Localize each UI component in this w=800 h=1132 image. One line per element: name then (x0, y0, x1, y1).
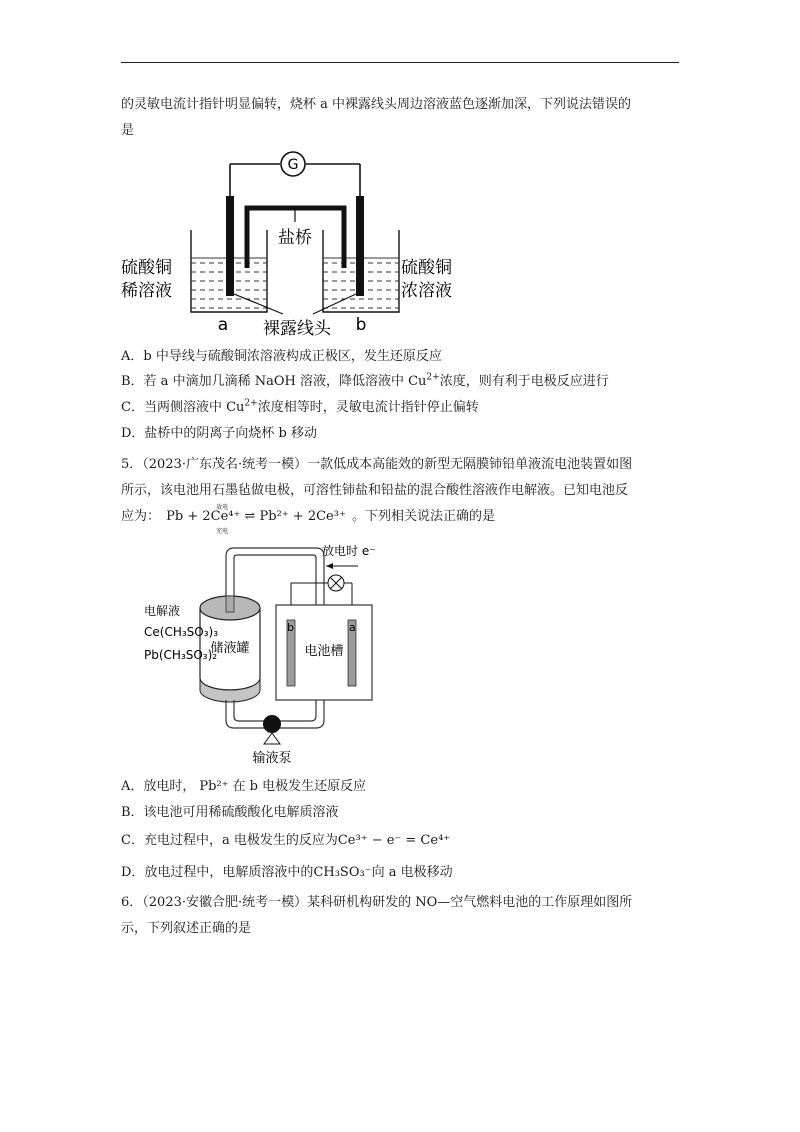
q4-option-d: D．盐桥中的阴离子向烧杯 b 移动 (121, 426, 318, 441)
cell-label: 电池槽 (304, 644, 344, 659)
q5-option-b: B．该电池可用稀硫酸酸化电解质溶液 (121, 805, 339, 820)
header-rule (121, 62, 679, 63)
galvanometer-icon (281, 152, 305, 176)
left-solution-label-2: 稀溶液 (121, 281, 172, 301)
salt-bridge-label: 盐桥 (278, 228, 312, 248)
q6-line-1: 6．（2023·安徽合肥·统考一模）某科研机构研发的 NO—空气燃料电池的工作原理如图所 (121, 895, 633, 910)
pump-label: 输液泵 (252, 751, 292, 766)
q4-option-b: B．若 a 中滴加几滴稀 NaOH 溶液，降低溶液中 $Cu^{2+}$浓度，则有利于电极反应进行 (121, 372, 609, 389)
q5-line-3: 应为： Pb + 2Ce⁴⁺ ⇌ Pb²⁺ + 2Ce³⁺ 放电 充电 。下列相关说法正确的是 (121, 504, 495, 535)
q5-option-c: C．充电过程中，a 电极发生的反应为Ce³⁺ − e⁻ = Ce⁴⁺ (121, 833, 451, 848)
reaction-equation: Pb + 2Ce⁴⁺ ⇌ Pb²⁺ + 2Ce³⁺ 放电 充电 (166, 504, 346, 535)
left-solution-label-1: 硫酸铜 (121, 258, 172, 278)
q5-line-2: 所示，该电池用石墨毡做电极，可溶性铈盐和铅盐的混合酸性溶液作电解液。已知电池反 (121, 483, 629, 498)
electrolyte-formula-1: Ce(CH₃SO₃)₃ (144, 625, 219, 639)
bare-wire-label: 裸露线头 (263, 319, 331, 339)
right-solution-label-1: 硫酸铜 (401, 258, 452, 278)
intro-line-2: 是 (121, 123, 135, 138)
beaker-a-label: a (217, 315, 229, 335)
electrode-b-label: b (287, 621, 294, 634)
electrode-a (226, 196, 234, 296)
figure-concentration-cell (115, 142, 475, 342)
lamp-icon (328, 575, 344, 591)
tank-label: 储液罐 (210, 641, 250, 656)
electrolyte-label: 电解液 (144, 604, 181, 618)
q5-option-d: D．放电过程中，电解质溶液中的CH₃SO₃⁻向 a 电极移动 (121, 865, 453, 880)
beaker-b-label: b (355, 315, 367, 335)
pump-icon (263, 715, 281, 744)
q5-option-a: A．放电时， Pb²⁺ 在 b 电极发生还原反应 (121, 779, 367, 794)
discharge-label: 放电时 e⁻ (322, 544, 376, 558)
electrode-a-label: a (349, 621, 356, 634)
electrolyte-formula-2: Pb(CH₃SO₃)₂ (144, 648, 218, 662)
right-solution-label-2: 浓溶液 (401, 281, 452, 301)
electrode-b (356, 196, 364, 296)
q4-option-a: A．b 中导线与硫酸铜浓溶液构成正极区，发生还原反应 (121, 349, 442, 364)
intro-line-1: 的灵敏电流计指针明显偏转，烧杯 a 中裸露线头周边溶液蓝色逐渐加深，下列说法错误的 (121, 97, 632, 112)
q4-option-c: C．当两侧溶液中 $Cu^{2+}$浓度相等时，灵敏电流计指针停止偏转 (121, 398, 479, 415)
q6-line-2: 示，下列叙述正确的是 (121, 921, 252, 936)
q5-line-1: 5．（2023·广东茂名·统考一模）一款低成本高能效的新型无隔膜铈铅单液流电池装置如图 (121, 457, 633, 472)
meter-label: G (287, 157, 299, 173)
figure-flow-battery (140, 540, 400, 770)
